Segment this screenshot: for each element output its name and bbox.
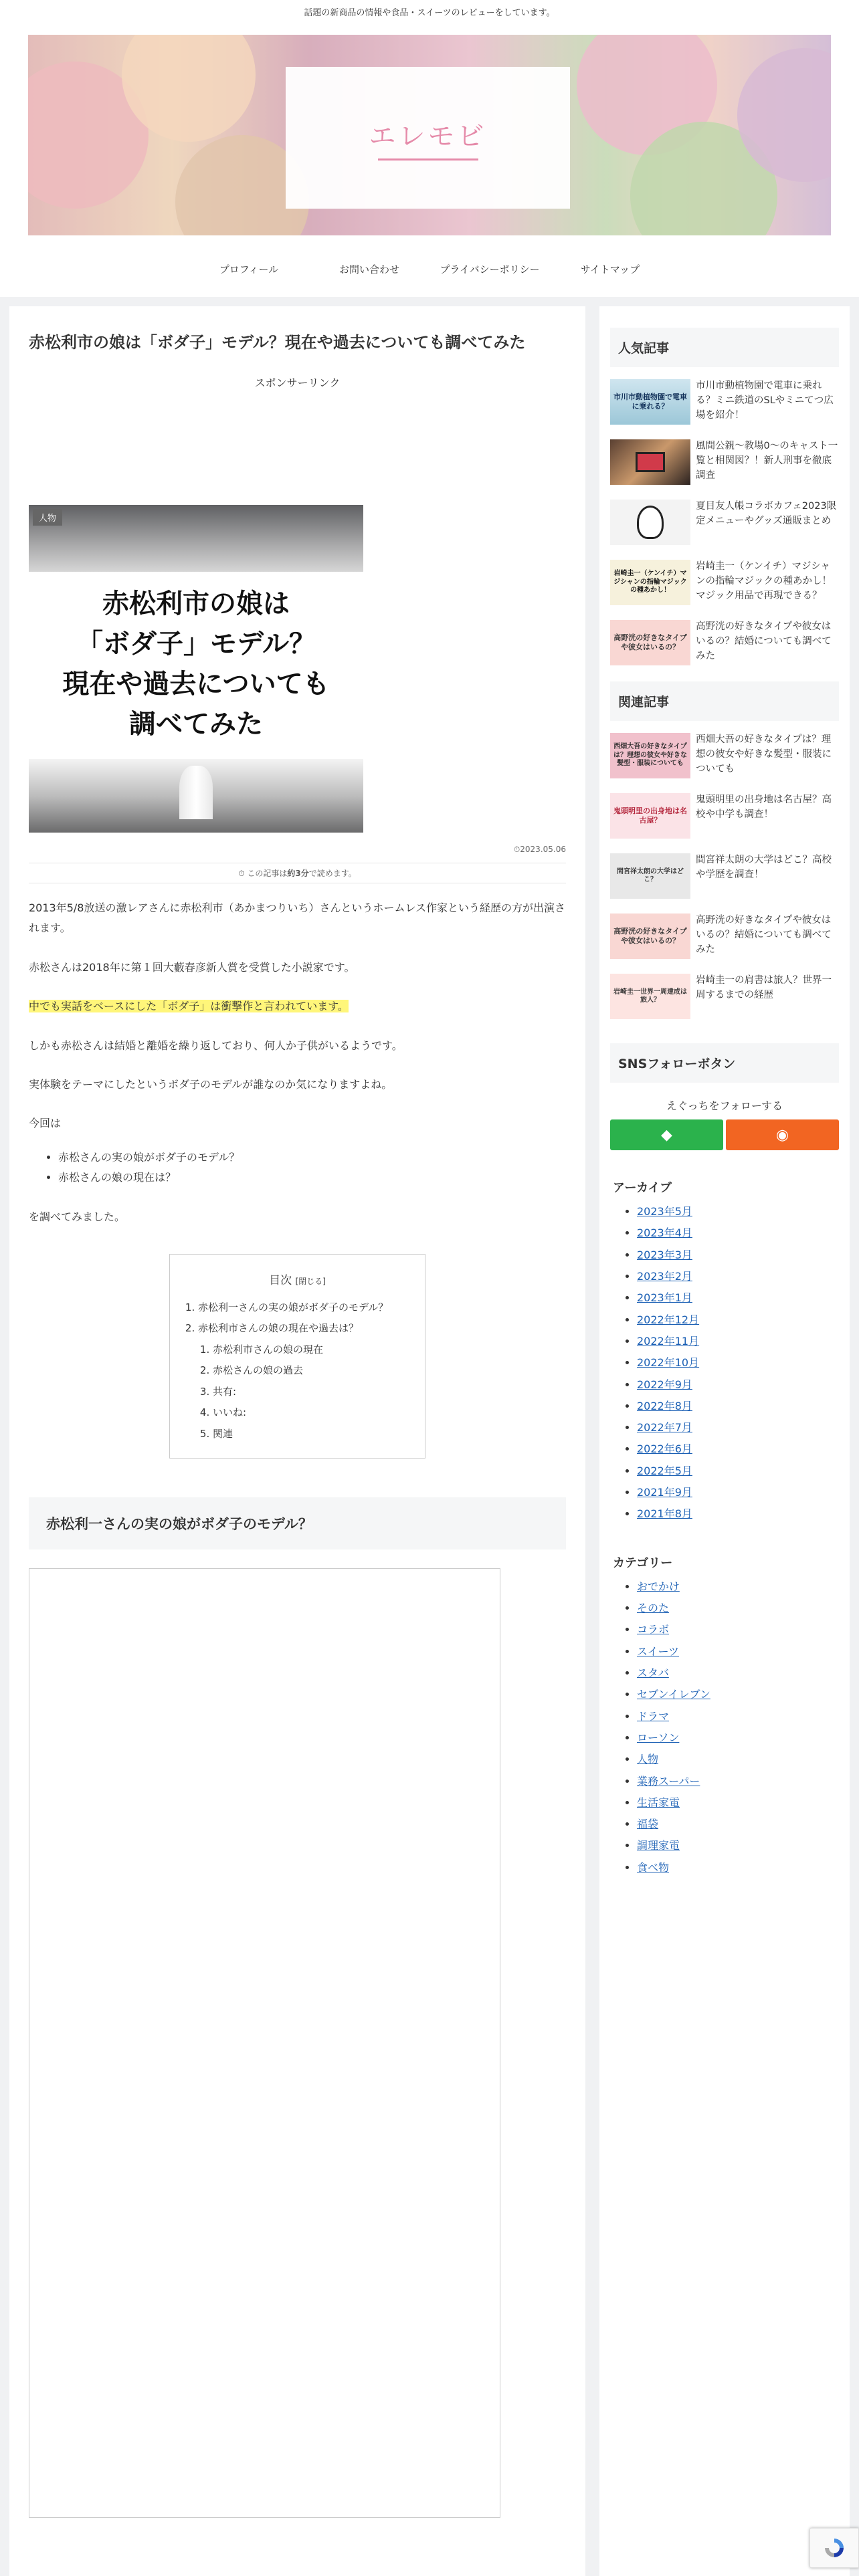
logo-underline <box>378 158 478 160</box>
nav-privacy-policy[interactable]: プライバシーポリシー <box>440 263 540 276</box>
post-thumbnail[interactable]: 岩崎圭一世界一周達成は旅人？ <box>610 974 690 1019</box>
paragraph: 赤松さんは2018年に第１回大藪春彦新人賞を受賞した小説家です。 <box>29 960 355 974</box>
post-thumbnail[interactable]: 市川市動植物園で電車に乗れる？ <box>610 379 690 425</box>
toc-sublist <box>198 1339 409 1445</box>
popular-post-item[interactable] <box>610 439 839 486</box>
post-link-text[interactable]: 鬼頭明里の出身地は名古屋？高校や中学も調査！ <box>696 794 832 820</box>
toc-subitem[interactable]: 3. 共有: <box>213 1382 409 1403</box>
bullet-list <box>29 1148 566 1188</box>
read-time <box>29 863 566 883</box>
post-thumbnail[interactable]: 西畑大吾の好きなタイプは？理想の彼女や好きな髪型・服装についても <box>610 733 690 778</box>
read-time-prefix: この記事は <box>247 869 288 878</box>
toc-subitem[interactable]: 4. いいね: <box>213 1402 409 1424</box>
bullet-item: • 赤松さんの実の娘がボダ子のモデル？ <box>58 1148 566 1168</box>
post-link-text[interactable]: 高野洸の好きなタイプや彼女はいるの？結婚についても調べてみた <box>696 621 832 661</box>
recaptcha-icon <box>822 2536 846 2560</box>
nav-profile[interactable]: プロフィール <box>219 263 279 276</box>
post-thumbnail[interactable] <box>610 500 690 545</box>
popular-post-item[interactable] <box>610 379 839 426</box>
post-thumbnail[interactable]: 間宮祥太朗の大学はどこ？ <box>610 853 690 899</box>
category-link[interactable]: スタバ <box>637 1666 669 1679</box>
category-link[interactable]: そのた <box>637 1602 670 1614</box>
paragraph: を調べてみました。 <box>29 1210 126 1223</box>
eyecatch-image <box>29 505 363 833</box>
related-post-item[interactable] <box>610 853 839 900</box>
post-date <box>29 845 566 855</box>
related-post-item[interactable] <box>610 914 839 960</box>
article-title: 赤松利市の娘は「ボダ子」モデル？現在や過去についても調べてみた <box>29 333 526 352</box>
follow-label: えぐっちをフォローする <box>666 1099 783 1112</box>
post-link-text[interactable]: 岩崎圭一（ケンイチ）マジシャンの指輪マジックの種あかし！マジック用品で再現できる？ <box>696 561 832 601</box>
post-link-text[interactable]: 市川市動植物園で電車に乗れる？ミニ鉄道のSLやミニてつ広場を紹介！ <box>696 381 834 421</box>
sidebar <box>599 306 850 2576</box>
archive-link[interactable]: 2022年10月 <box>637 1356 700 1370</box>
related-post-item[interactable] <box>610 733 839 780</box>
related-posts-list <box>610 733 839 1021</box>
post-thumbnail[interactable]: 高野洸の好きなタイプや彼女はいるの？ <box>610 914 690 959</box>
toc-toggle[interactable]: [閉じる] <box>295 1276 326 1286</box>
paragraph: 実体験をテーマにしたというボダ子のモデルが誰なのか気になりますよね。 <box>29 1077 393 1091</box>
toc-subitem[interactable]: 1. 赤松利市さんの娘の現在 <box>213 1339 409 1361</box>
recaptcha-badge[interactable] <box>809 2528 859 2568</box>
section-heading: 赤松利一さんの実の娘がボダ子のモデル？ <box>29 1497 566 1549</box>
category-badge[interactable]: 人物 <box>33 509 62 526</box>
related-post-item[interactable] <box>610 974 839 1021</box>
popular-post-item[interactable] <box>610 620 839 667</box>
popular-post-item[interactable] <box>610 500 839 546</box>
archive-title: アーカイブ <box>613 1181 672 1195</box>
post-thumbnail[interactable]: 鬼頭明里の出身地は名古屋？ <box>610 793 690 839</box>
main-content <box>9 306 585 2576</box>
sponsor-link-label: スポンサーリンク <box>254 377 341 389</box>
toc-header <box>186 1269 409 1293</box>
feedly-button[interactable] <box>610 1119 723 1150</box>
category-link[interactable]: ドラマ <box>637 1709 670 1723</box>
toc-item[interactable]: 1. 赤松利一さんの実の娘がボダ子のモデル？ <box>198 1297 409 1319</box>
category-link[interactable]: 人物 <box>637 1753 659 1766</box>
eyecatch-line: 調べてみた <box>129 709 263 740</box>
clock-icon: ⏱ <box>238 869 248 878</box>
toc-item[interactable]: 2. 赤松利市さんの娘の現在や過去は？ 1. 赤松利市さんの娘の現在 2. 赤松さんの娘の過去 3. 共有: 4. いいね: 5. 関連 <box>198 1318 409 1444</box>
post-link-text[interactable]: 風間公親～教場0～のキャスト一覧と相関図？！新人刑事を徹底調査 <box>696 441 838 481</box>
logo-text: エレモビ <box>369 121 487 152</box>
popular-post-item[interactable] <box>610 560 839 607</box>
paragraph: しかも赤松さんは結婚と離婚を繰り返しており、何人か子供がいるようです。 <box>29 1039 403 1052</box>
archive-link[interactable]: 2023年5月 <box>637 1205 692 1218</box>
sns-follow-title: SNSフォローボタン <box>610 1043 839 1083</box>
archive-link[interactable]: 2022年12月 <box>637 1313 700 1326</box>
archive-link[interactable]: 2023年4月 <box>637 1226 692 1240</box>
post-link-text[interactable]: 夏目友人帳コラボカフェ2023限定メニューやグッズ通販まとめ <box>696 501 837 526</box>
archive-link[interactable]: 2022年5月 <box>637 1464 692 1477</box>
archive-link[interactable]: 2023年3月 <box>637 1248 692 1261</box>
category-link[interactable]: 調理家電 <box>637 1839 680 1852</box>
category-link[interactable]: コラボ <box>637 1623 670 1636</box>
rss-button[interactable] <box>726 1119 839 1150</box>
archive-link[interactable]: 2022年11月 <box>637 1334 700 1348</box>
eyecatch-line: 「ボダ子」モデル？ <box>76 629 316 659</box>
eyecatch-line: 赤松利市の娘は <box>102 588 290 619</box>
paragraph-highlight <box>29 996 566 1016</box>
read-time-suffix: で読めます。 <box>308 869 357 878</box>
category-list <box>610 1576 839 1879</box>
header-gap <box>0 297 859 306</box>
marker-text: 中でも実話をベースにした「ボダ子」は衝撃作と言われています。 <box>29 1000 349 1013</box>
category-link[interactable]: 生活家電 <box>637 1796 680 1809</box>
nav-sitemap[interactable]: サイトマップ <box>580 263 640 276</box>
category-link[interactable]: 福袋 <box>637 1818 659 1831</box>
archive-link[interactable]: 2022年9月 <box>637 1378 692 1391</box>
category-link[interactable]: 業務スーパー <box>637 1774 700 1788</box>
site-tagline: 話題の新商品の情報や食品・スイーツのレビューをしています。 <box>0 0 859 29</box>
header-hero-image[interactable] <box>28 35 831 235</box>
archive-link[interactable]: 2021年8月 <box>637 1507 692 1521</box>
popular-posts-title: 人気記事 <box>610 328 839 367</box>
archive-link[interactable]: 2022年8月 <box>637 1399 692 1412</box>
feedly-icon: ◆ <box>661 1126 672 1144</box>
category-link[interactable]: おでかけ <box>637 1580 680 1593</box>
archive-list <box>610 1201 839 1525</box>
bullet-item: • 赤松さんの娘の現在は？ <box>58 1168 566 1188</box>
post-date-value: 2023.05.06 <box>520 845 566 854</box>
global-nav <box>0 241 859 297</box>
archive-link[interactable]: 2021年9月 <box>637 1486 692 1499</box>
eyecatch-line: 現在や過去についても <box>62 669 330 700</box>
site-header <box>0 29 859 241</box>
toc-title: 目次 <box>269 1273 292 1287</box>
site-logo[interactable] <box>286 67 570 209</box>
post-link-text[interactable]: 西畑大吾の好きなタイプは？理想の彼女や好きな髪型・服装についても <box>696 734 832 774</box>
post-thumbnail[interactable] <box>610 439 690 485</box>
nav-contact[interactable]: お問い合わせ <box>339 263 399 276</box>
clock-icon: ⏱ <box>513 845 520 854</box>
category-link[interactable]: ローソン <box>637 1731 680 1744</box>
read-time-value: 約3分 <box>287 869 309 878</box>
toc-subitem[interactable]: 2. 赤松さんの娘の過去 <box>213 1360 409 1382</box>
popular-posts-list <box>610 379 839 667</box>
toc-list <box>186 1297 409 1445</box>
archive-link[interactable]: 2023年2月 <box>637 1269 692 1283</box>
rss-icon: ◉ <box>775 1126 789 1144</box>
eyecatch-text <box>29 584 363 744</box>
archive-link[interactable]: 2022年7月 <box>637 1421 692 1434</box>
category-title: カテゴリー <box>613 1555 673 1570</box>
embedded-content-frame[interactable] <box>29 1568 500 2518</box>
table-of-contents <box>169 1254 425 1459</box>
category-link[interactable]: セブンイレブン <box>637 1688 710 1701</box>
post-link-text[interactable]: 高野洸の好きなタイプや彼女はいるの？結婚についても調べてみた <box>696 915 832 955</box>
category-link[interactable]: 食べ物 <box>637 1860 670 1874</box>
post-thumbnail[interactable]: 高野洸の好きなタイプや彼女はいるの？ <box>610 620 690 665</box>
paragraph: 2013年5/8放送の激レアさんに赤松利市（あかまつりいち）さんというホームレス作家という経歴の方が出演されます。 <box>29 901 565 935</box>
related-post-item[interactable] <box>610 793 839 840</box>
post-thumbnail[interactable]: 岩崎圭一（ケンイチ）マジシャンの指輪マジックの種あかし！ <box>610 560 690 605</box>
post-link-text[interactable]: 間宮祥太朗の大学はどこ？高校や学歴を調査！ <box>696 855 832 880</box>
archive-link[interactable]: 2023年1月 <box>637 1291 692 1305</box>
sns-buttons <box>610 1119 839 1150</box>
related-posts-title: 関連記事 <box>610 681 839 721</box>
toc-subitem[interactable]: 5. 関連 <box>213 1424 409 1445</box>
category-link[interactable]: スイーツ <box>637 1644 680 1658</box>
paragraph: 今回は <box>29 1117 62 1130</box>
post-link-text[interactable]: 岩崎圭一の肩書は旅人？世界一周するまでの経歴 <box>696 975 832 1000</box>
archive-link[interactable]: 2022年6月 <box>637 1442 692 1456</box>
